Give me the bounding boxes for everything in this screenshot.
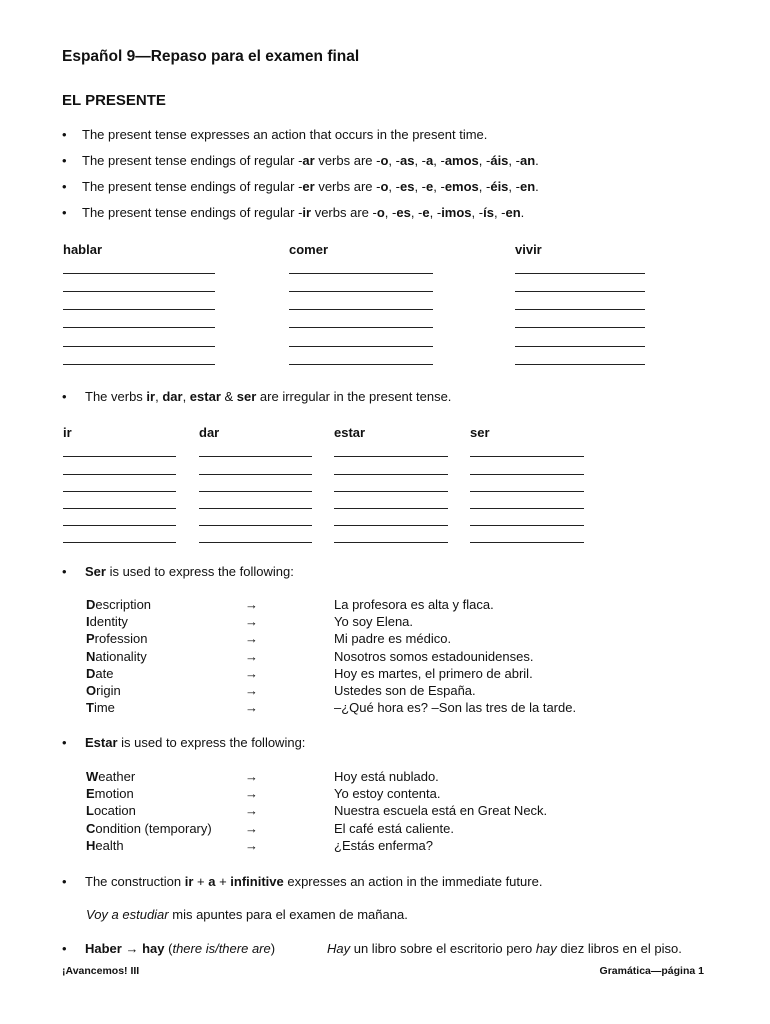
answer-blank-line[interactable] — [334, 456, 448, 457]
estar-example-sentence: Hoy está nublado. — [334, 769, 439, 784]
answer-blank-line[interactable] — [289, 327, 433, 328]
bullet-text: The verbs ir, dar, estar & ser are irregular in the present tense. — [85, 389, 452, 404]
answer-blank-line[interactable] — [515, 309, 645, 310]
bullet-dot: • — [62, 179, 67, 194]
answer-blank-line[interactable] — [334, 491, 448, 492]
right-arrow-icon: → — [245, 631, 258, 647]
bullet-ser-uses — [62, 564, 462, 580]
answer-blank-line[interactable] — [199, 542, 312, 543]
bullet-text: Ser is used to express the following: — [85, 564, 294, 579]
bullet-dot: • — [62, 941, 67, 956]
answer-blank-line[interactable] — [289, 291, 433, 292]
estar-use-label: Condition (temporary) — [86, 820, 212, 836]
bullet-er-endings — [62, 179, 682, 195]
verb-header-dar: dar — [199, 425, 220, 440]
bullet-text: Haber → hay (there is/there are) — [85, 941, 276, 956]
bullet-dot: • — [62, 735, 67, 750]
answer-blank-line[interactable] — [63, 364, 215, 365]
bullet-estar-uses — [62, 735, 462, 751]
bullet-dot: • — [62, 153, 67, 168]
answer-blank-line[interactable] — [515, 291, 645, 292]
ser-example-sentence: La profesora es alta y flaca. — [334, 597, 494, 612]
right-arrow-icon: → — [245, 786, 258, 802]
bullet-irregular-verbs — [62, 389, 682, 405]
bullet-dot: • — [62, 127, 67, 142]
answer-blank-line[interactable] — [63, 346, 215, 347]
ser-example-sentence: Yo soy Elena. — [334, 614, 414, 630]
answer-blank-line[interactable] — [63, 525, 176, 526]
answer-blank-line[interactable] — [515, 327, 645, 328]
answer-blank-line[interactable] — [63, 474, 176, 475]
bullet-text: The construction ir + a + infinitive expresses an action in the immediate future. — [85, 874, 543, 889]
bullet-text: The present tense expresses an action that occurs in the present time. — [82, 127, 488, 142]
right-arrow-icon: → — [245, 837, 258, 853]
answer-blank-line[interactable] — [470, 525, 584, 526]
verb-header-estar: estar — [334, 425, 366, 440]
estar-use-label: Location — [86, 803, 136, 819]
estar-example-sentence: El café está caliente. — [334, 820, 454, 836]
answer-blank-line[interactable] — [63, 508, 176, 509]
ser-example-sentence: Mi padre es médico. — [334, 631, 452, 647]
answer-blank-line[interactable] — [63, 327, 215, 328]
bullet-immediate-future — [62, 874, 682, 890]
page-title: Español 9—Repaso para el examen final — [62, 48, 360, 65]
right-arrow-icon: → — [245, 820, 258, 836]
answer-blank-line[interactable] — [199, 456, 312, 457]
future-example-sentence: Voy a estudiar mis apuntes para el examen de mañana. — [86, 907, 408, 922]
ser-use-label: Profession — [86, 631, 148, 647]
answer-blank-line[interactable] — [470, 456, 584, 457]
ser-use-label: Date — [86, 665, 114, 681]
answer-blank-line[interactable] — [199, 508, 312, 509]
ser-example-sentence: Nosotros somos estadounidenses. — [334, 648, 534, 664]
section-heading: EL PRESENTE — [62, 92, 166, 109]
bullet-text: Estar is used to express the following: — [85, 735, 306, 750]
ser-example-sentence: Hoy es martes, el primero de abril. — [334, 665, 533, 681]
answer-blank-line[interactable] — [199, 491, 312, 492]
right-arrow-icon: → — [245, 803, 258, 819]
verb-header-comer: comer — [289, 242, 329, 257]
bullet-ar-endings — [62, 153, 682, 169]
answer-blank-line[interactable] — [515, 364, 645, 365]
answer-blank-line[interactable] — [470, 542, 584, 543]
bullet-present-definition — [62, 127, 662, 143]
right-arrow-icon: → — [245, 597, 258, 612]
estar-example-sentence: Nuestra escuela está en Great Neck. — [334, 803, 548, 819]
answer-blank-line[interactable] — [63, 456, 176, 457]
haber-example-sentence: Hay un libro sobre el escritorio pero hay diez libros en el piso. — [327, 941, 682, 956]
ser-use-label: Nationality — [86, 648, 147, 664]
bullet-dot: • — [62, 205, 67, 220]
answer-blank-line[interactable] — [470, 508, 584, 509]
right-arrow-icon: → — [245, 769, 258, 784]
answer-blank-line[interactable] — [63, 542, 176, 543]
answer-blank-line[interactable] — [470, 491, 584, 492]
verb-header-hablar: hablar — [63, 242, 103, 257]
ser-use-label: Time — [86, 700, 115, 716]
verb-header-ser: ser — [470, 425, 490, 440]
answer-blank-line[interactable] — [63, 491, 176, 492]
ser-example-sentence: Ustedes son de España. — [334, 683, 476, 698]
answer-blank-line[interactable] — [334, 542, 448, 543]
estar-example-sentence: Yo estoy contenta. — [334, 786, 441, 802]
right-arrow-icon: → — [245, 665, 258, 681]
footer-page-number: Gramática—página 1 — [599, 965, 704, 977]
answer-blank-line[interactable] — [63, 273, 215, 274]
answer-blank-line[interactable] — [199, 525, 312, 526]
ser-use-label: Origin — [86, 683, 121, 698]
answer-blank-line[interactable] — [289, 346, 433, 347]
answer-blank-line[interactable] — [334, 474, 448, 475]
answer-blank-line[interactable] — [63, 309, 215, 310]
bullet-text: The present tense endings of regular -er verbs are -o, -es, -e, -emos, -éis, -en. — [82, 179, 539, 194]
ser-use-label: Identity — [86, 614, 128, 630]
ser-use-label: Description — [86, 597, 152, 612]
ser-example-sentence: –¿Qué hora es? –Son las tres de la tarde. — [334, 700, 577, 716]
right-arrow-icon: → — [245, 683, 258, 698]
answer-blank-line[interactable] — [334, 525, 448, 526]
answer-blank-line[interactable] — [199, 474, 312, 475]
answer-blank-line[interactable] — [289, 273, 433, 274]
bullet-dot: • — [62, 564, 67, 579]
estar-example-sentence: ¿Estás enferma? — [334, 837, 433, 853]
verb-header-ir: ir — [63, 425, 72, 440]
bullet-text: The present tense endings of regular -ar verbs are -o, -as, -a, -amos, -áis, -an. — [82, 153, 539, 168]
right-arrow-icon: → — [245, 614, 258, 630]
estar-use-label: Health — [86, 837, 124, 853]
right-arrow-icon: → — [245, 700, 258, 716]
bullet-dot: • — [62, 389, 67, 404]
estar-use-label: Emotion — [86, 786, 134, 802]
estar-use-label: Weather — [86, 769, 136, 784]
verb-header-vivir: vivir — [515, 242, 542, 257]
bullet-haber — [62, 941, 722, 957]
answer-blank-line[interactable] — [289, 309, 433, 310]
answer-blank-line[interactable] — [515, 273, 645, 274]
bullet-dot: • — [62, 874, 67, 889]
footer-book-title: ¡Avancemos! III — [62, 965, 140, 977]
answer-blank-line[interactable] — [289, 364, 433, 365]
answer-blank-line[interactable] — [470, 474, 584, 475]
answer-blank-line[interactable] — [515, 346, 645, 347]
bullet-ir-endings — [62, 205, 682, 221]
bullet-text: The present tense endings of regular -ir verbs are -o, -es, -e, -imos, -ís, -en. — [82, 205, 525, 220]
answer-blank-line[interactable] — [63, 291, 215, 292]
right-arrow-icon: → — [245, 648, 258, 664]
answer-blank-line[interactable] — [334, 508, 448, 509]
